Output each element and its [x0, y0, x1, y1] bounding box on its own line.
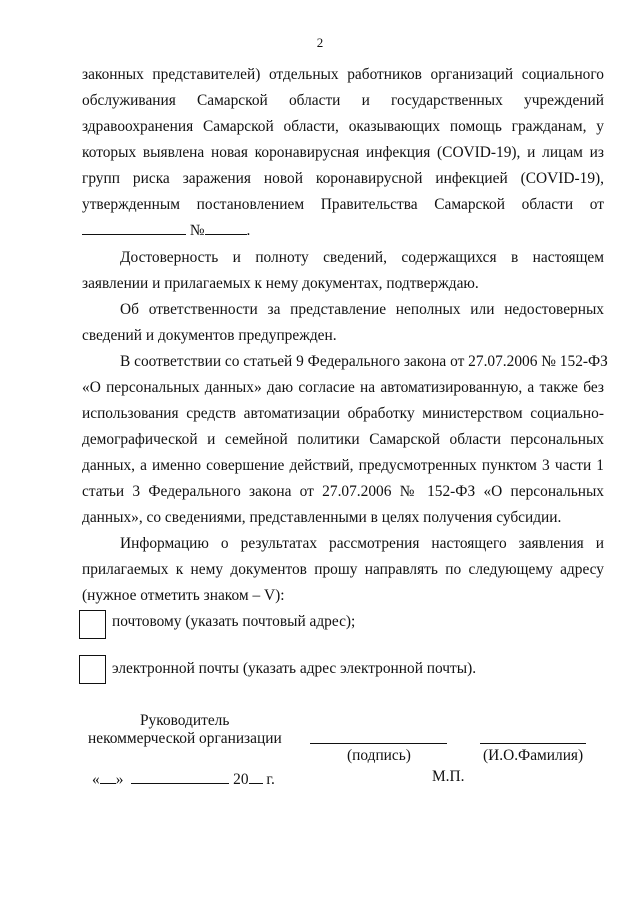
number-sign: №: [189, 222, 205, 239]
signature-caption: (подпись): [347, 747, 411, 764]
paragraph-line: здравоохранения Самарской области, оказывающих помощь гражданам, у: [82, 118, 604, 135]
paragraph-line: статьи 3 Федерального закона от 27.07.2006 № 152-ФЗ «О персональных: [82, 483, 604, 500]
year-prefix: 20: [233, 771, 249, 788]
paragraph-line: законных представителей) отдельных работников организаций социального: [82, 66, 604, 83]
paragraph-line: Об ответственности за представление неполных или недостоверных: [120, 301, 604, 318]
paragraph-line: данных», со сведениями, представленными в целях получения субсидии.: [82, 509, 562, 526]
month-blank: [131, 768, 229, 784]
paragraph-line: которых выявлена новая коронавирусная инфекция (COVID-19), и лицам из: [82, 144, 604, 161]
postal-option-label: почтовому (указать почтовый адрес);: [112, 613, 356, 630]
signatory-organization: некоммерческой организации: [88, 730, 282, 747]
signature-line: [310, 743, 447, 744]
stamp-place: М.П.: [432, 768, 465, 785]
day-blank: [100, 768, 116, 784]
paragraph-reliability: [82, 245, 604, 297]
year-suffix: г.: [266, 771, 275, 788]
paragraph-line: прилагаемых к нему документов прошу направлять по следующему адресу: [82, 561, 604, 578]
signatory-role: Руководитель: [140, 712, 230, 729]
name-caption: (И.О.Фамилия): [483, 747, 584, 764]
paragraph-notification-address: [82, 531, 604, 609]
paragraph-personal-data-consent: [82, 349, 608, 531]
date-open-quote: «: [92, 771, 100, 788]
paragraph-line: использования средств автоматизации обработку министерством социально-: [82, 405, 604, 422]
paragraph-line: данных, а именно совершение действий, предусмотренных пунктом 3 части 1: [82, 457, 604, 474]
paragraph-line: обслуживания Самарской области и государственных учреждений: [82, 92, 604, 109]
resolution-number-blank: [205, 219, 247, 235]
email-option-label: электронной почты (указать адрес электронной почты).: [112, 660, 477, 677]
paragraph-line: демографической и семейной политики Самарской области персональных: [82, 431, 604, 448]
period: .: [246, 222, 251, 239]
date-line: [92, 768, 275, 789]
paragraph-line: Достоверность и полноту сведений, содержащихся в настоящем: [120, 249, 604, 266]
paragraph-continuation: [82, 62, 604, 244]
paragraph-line: «О персональных данных» даю согласие на автоматизированную, а также без: [82, 379, 604, 396]
date-close-quote: »: [115, 771, 124, 788]
paragraph-line: Информацию о результатах рассмотрения настоящего заявления и: [120, 535, 604, 552]
paragraph-line: групп риска заражения новой коронавирусной инфекцией (COVID-19),: [82, 170, 604, 187]
resolution-date-blank: [82, 219, 186, 235]
postal-option-checkbox[interactable]: [79, 610, 106, 639]
resolution-date-number-line: [82, 218, 604, 244]
name-line: [480, 743, 586, 744]
paragraph-line: (нужное отметить знаком – V):: [82, 587, 285, 604]
paragraph-line: утвержденным постановлением Правительства Самарской области от: [82, 196, 604, 213]
paragraph-line: В соответствии со статьей 9 Федерального закона от 27.07.2006 № 152-ФЗ: [120, 353, 608, 370]
paragraph-line: заявлении и прилагаемых к нему документах, подтверждаю.: [82, 275, 479, 292]
email-option-checkbox[interactable]: [79, 655, 106, 684]
page-number: 2: [316, 35, 324, 50]
year-blank: [249, 768, 263, 784]
paragraph-responsibility: [82, 297, 604, 349]
paragraph-line: сведений и документов предупрежден.: [82, 327, 337, 344]
